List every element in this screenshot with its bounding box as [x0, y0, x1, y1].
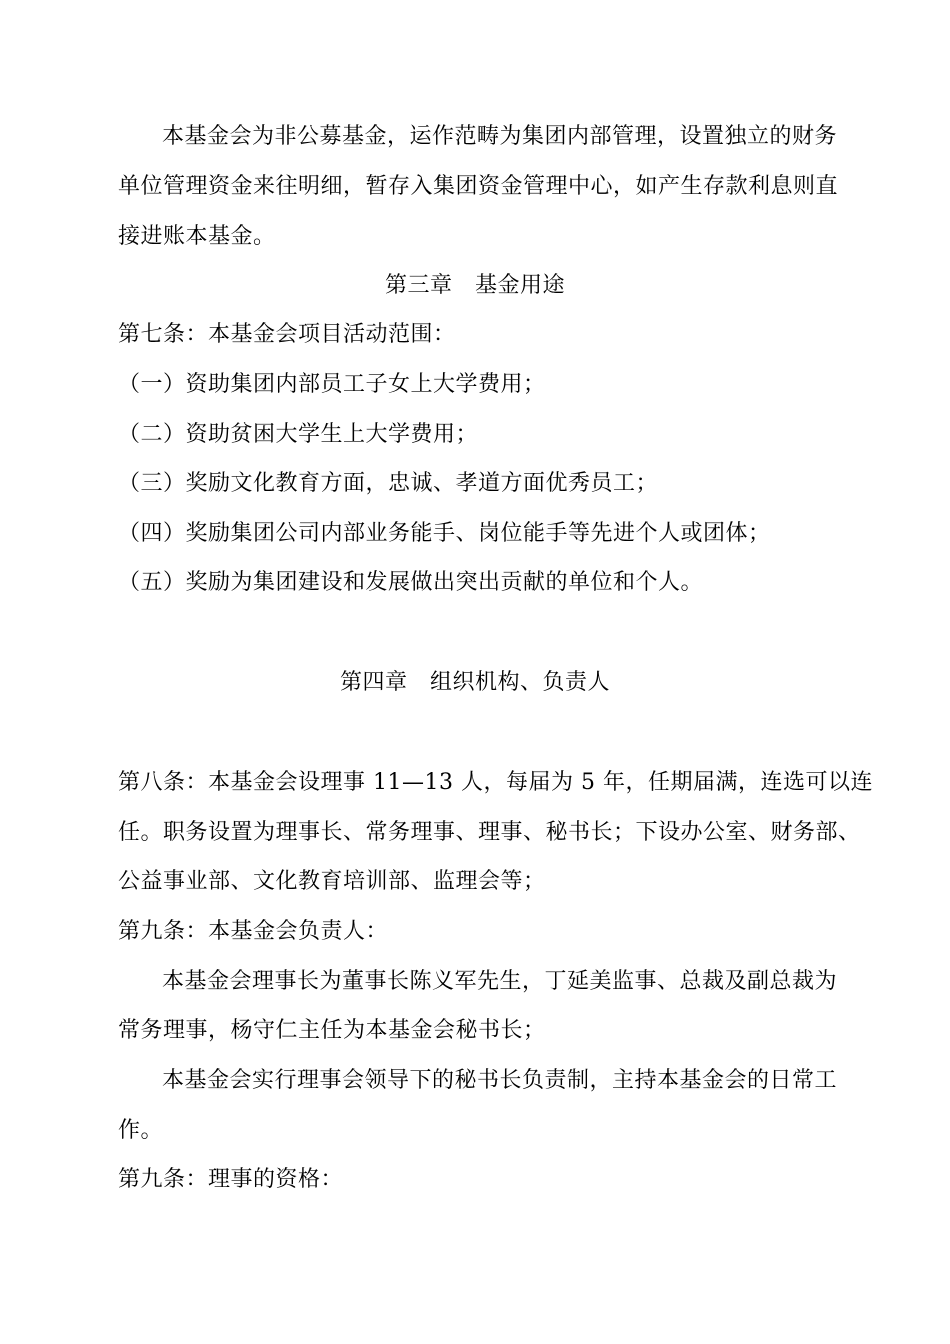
responsible-paragraph-line-2: 常务理事，杨守仁主任为本基金会秘书长； — [118, 1018, 546, 1043]
secretary-paragraph-line-1: 本基金会实行理事会领导下的秘书长负责制，主持本基金会的日常工 — [162, 1068, 838, 1093]
article-8-line-2: 任。职务设置为理事长、常务理事、理事、秘书长；下设办公室、财务部、 — [118, 820, 861, 845]
intro-paragraph-line-2: 单位管理资金来往明细，暂存入集团资金管理中心，如产生存款利息则直 — [118, 174, 839, 199]
article-8-line-1: 第八条：本基金会设理事 11—13 人，每届为 5 年，任期届满，连选可以连 — [118, 770, 873, 795]
intro-paragraph-line-1: 本基金会为非公募基金，运作范畴为集团内部管理，设置独立的财务 — [162, 124, 838, 149]
article-9-responsible: 第九条：本基金会负责人： — [118, 919, 389, 944]
secretary-paragraph-line-2: 作。 — [118, 1118, 164, 1143]
chapter-4-heading: 第四章 组织机构、负责人 — [339, 670, 610, 695]
list-item-5: （五）奖励为集团建设和发展做出突出贡献的单位和个人。 — [118, 570, 704, 595]
list-item-4: （四）奖励集团公司内部业务能手、岗位能手等先进个人或团体； — [118, 521, 771, 546]
article-9-qualifications: 第九条：理事的资格： — [118, 1167, 344, 1192]
article-8-line-3: 公益事业部、文化教育培训部、监理会等； — [118, 869, 546, 894]
list-item-2: （二）资助贫困大学生上大学费用； — [118, 422, 479, 447]
intro-paragraph-line-3: 接进账本基金。 — [118, 224, 276, 249]
list-item-1: （一）资助集团内部员工子女上大学费用； — [118, 372, 546, 397]
article-7: 第七条：本基金会项目活动范围： — [118, 322, 456, 347]
chapter-3-heading: 第三章 基金用途 — [384, 273, 565, 298]
responsible-paragraph-line-1: 本基金会理事长为董事长陈义军先生，丁延美监事、总裁及副总裁为 — [162, 969, 838, 994]
list-item-3: （三）奖励文化教育方面，忠诚、孝道方面优秀员工； — [118, 471, 659, 496]
